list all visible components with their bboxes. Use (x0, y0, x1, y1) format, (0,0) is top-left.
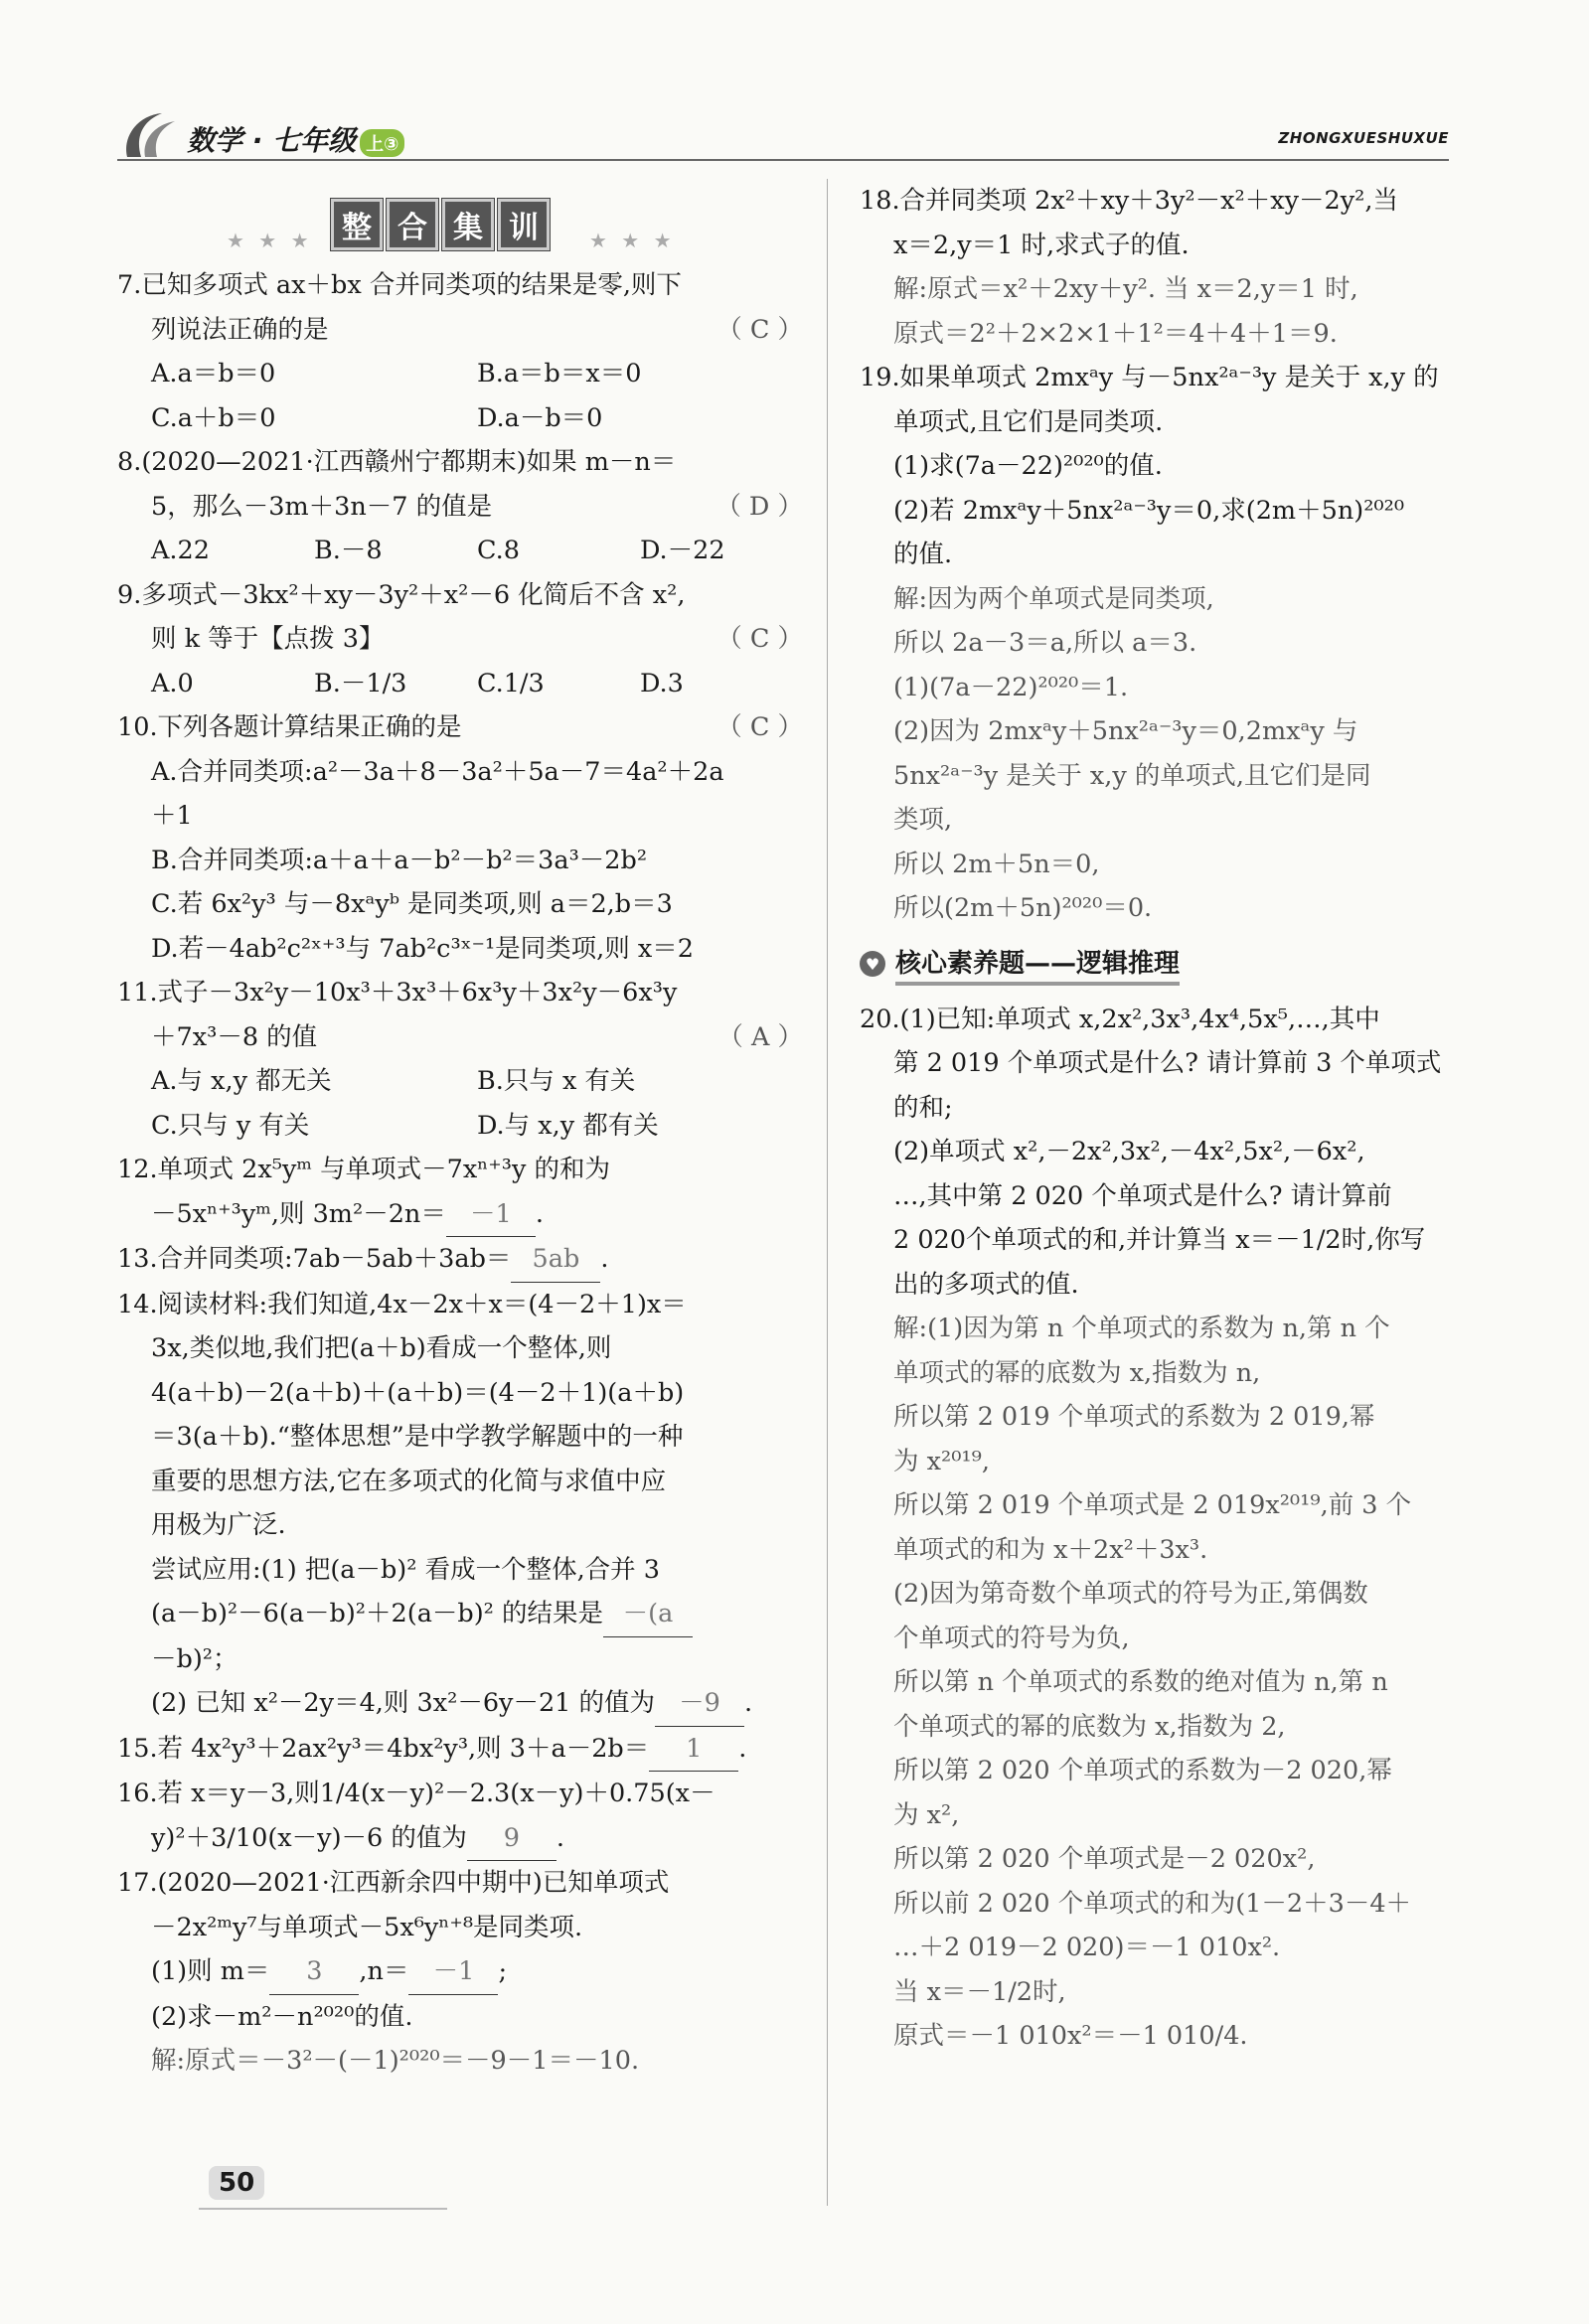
line-text: D.若－4ab²c²ˣ⁺³与 7ab²c³ˣ⁻¹是同类项,则 x＝2 (151, 933, 694, 964)
line-text: 17.(2020—2021·江西新余四中期中)已知单项式 (117, 1868, 670, 1898)
question-line (860, 1041, 1540, 1086)
choice-answer: （ D ） (715, 491, 803, 522)
question-line (117, 617, 803, 662)
banner-stars-right: ★ ★ ★ (589, 229, 676, 252)
option: D.3 (640, 668, 684, 698)
option: B.a＝b＝x＝0 (477, 359, 642, 388)
line-text: 所以 2a－3＝a,所以 a＝3. (893, 628, 1197, 658)
solution-line (860, 666, 1540, 710)
answer-blank: －9 (655, 1681, 744, 1727)
question-line (860, 356, 1540, 400)
line-text: 14.阅读材料:我们知道,4x－2x＋x＝(4－2＋1)x＝ (117, 1289, 687, 1319)
question-line (117, 1772, 803, 1816)
line-text: 15.若 4x²y³＋2ax²y³＝4bx²y³,则 3＋a－2b＝ (117, 1733, 650, 1764)
line-text: 所以第 2 020 个单项式是－2 020x², (893, 1844, 1316, 1874)
option: B.－8 (314, 536, 383, 565)
line-text: 类项, (893, 805, 953, 835)
answer-blank: 3 (269, 1949, 359, 1995)
option: D.a－b＝0 (477, 402, 603, 433)
option: B.－1/3 (314, 668, 407, 698)
solution-line (860, 1440, 1540, 1484)
solution-line (860, 1617, 1540, 1661)
question-line (117, 1460, 803, 1504)
line-text: 当 x＝－1/2时, (893, 1976, 1066, 2007)
page-number: 50 (209, 2166, 264, 2200)
header-rule (117, 159, 1449, 161)
option-row (117, 662, 803, 706)
option: C.8 (477, 536, 520, 565)
line-text: (a－b)²－6(a－b)²＋2(a－b)² 的结果是 (151, 1599, 603, 1628)
line-text: (1)(7a－22)²⁰²⁰＝1. (893, 672, 1129, 702)
line-text: . (535, 1198, 544, 1229)
line-text: (2)因为 2mxᵃy＋5nx²ᵃ⁻³y＝0,2mxᵃy 与 (893, 716, 1358, 746)
line-text: －b)²； (151, 1643, 238, 1674)
line-text: ; (498, 1956, 508, 1986)
line-text: (1)则 m＝ (151, 1956, 270, 1986)
line-text: 重要的思想方法,它在多项式的化简与求值中应 (151, 1466, 667, 1496)
line-text: 7.已知多项式 ax＋bx 合并同类项的结果是零,则下 (117, 270, 682, 300)
section-title: 核心素养题——逻辑推理 (895, 943, 1180, 986)
question-line (117, 1906, 803, 1950)
line-text: . (556, 1822, 564, 1853)
line-text: 原式＝－1 010x²＝－1 010/4. (893, 2021, 1248, 2051)
question-line (117, 1592, 803, 1637)
option: B.只与 x 有关 (477, 1066, 636, 1096)
question-line (117, 573, 803, 618)
solution-line (860, 843, 1540, 887)
line-text: 个单项式的符号为负, (893, 1623, 1130, 1653)
line-text: 所以第 n 个单项式的系数的绝对值为 n,第 n (893, 1667, 1388, 1697)
line-text: 13.合并同类项:7ab－5ab＋3ab＝ (117, 1244, 512, 1274)
line-text: ＋7x³－8 的值 (151, 1021, 318, 1052)
question-line (860, 1086, 1540, 1131)
question-line (117, 1861, 803, 1906)
option-row (117, 529, 803, 573)
banner-title (331, 199, 550, 250)
line-text: 所以第 2 019 个单项式是 2 019x²⁰¹⁹,前 3 个 (893, 1490, 1412, 1520)
option: A.0 (151, 668, 194, 698)
question-line (860, 224, 1540, 268)
option: A.与 x,y 都无关 (151, 1066, 332, 1096)
line-text: ＝3(a＋b).“整体思想”是中学教学解题中的一种 (151, 1422, 684, 1452)
question-line (860, 489, 1540, 534)
question-line (117, 263, 803, 308)
solution-line (860, 1483, 1540, 1528)
line-text: 3x,类似地,我们把(a＋b)看成一个整体,则 (151, 1333, 612, 1363)
solution-line (860, 886, 1540, 931)
header-pinyin: ZHONGXUESHUXUE (1278, 129, 1449, 147)
banner-stars-left: ★ ★ ★ (227, 229, 313, 252)
question-line (117, 1148, 803, 1192)
choice-answer: （ C ） (716, 712, 803, 742)
line-text: －2x²ᵐy⁷与单项式－5x⁶yⁿ⁺⁸是同类项. (151, 1912, 583, 1942)
line-text: 所以 2m＋5n＝0, (893, 849, 1100, 879)
question-line (860, 400, 1540, 445)
option-row (117, 1104, 803, 1149)
solution-line (860, 754, 1540, 799)
line-text: －5xⁿ⁺³yᵐ,则 3m²－2n＝ (151, 1198, 446, 1229)
volume-badge: 上③ (360, 129, 404, 157)
answer-blank: 5ab (511, 1237, 600, 1283)
solution-line (860, 1660, 1540, 1705)
question-line (117, 308, 803, 353)
solution-line (860, 1837, 1540, 1882)
line-text: …,其中第 2 020 个单项式是什么? 请计算前 (893, 1180, 1392, 1211)
solution-line (860, 709, 1540, 754)
question-line (117, 485, 803, 530)
line-text: 18.合并同类项 2x²＋xy＋3y²－x²＋xy－2y²,当 (860, 186, 1398, 216)
line-text: 所以前 2 020 个单项式的和为(1－2＋3－4＋ (893, 1888, 1412, 1919)
line-text: 10.下列各题计算结果正确的是 (117, 712, 462, 742)
solution-line (860, 1395, 1540, 1440)
line-text: 12.单项式 2x⁵yᵐ 与单项式－7xⁿ⁺³y 的和为 (117, 1155, 610, 1184)
line-text: A.合并同类项:a²－3a＋8－3a²＋5a－7＝4a²＋2a (151, 756, 724, 787)
question-line (860, 444, 1540, 489)
solution-line (860, 1351, 1540, 1396)
question-line (117, 839, 803, 883)
question-line (117, 971, 803, 1015)
question-line (117, 1503, 803, 1548)
solution-line (860, 1572, 1540, 1617)
page-header (117, 107, 1449, 167)
banner-char: 合 (387, 199, 438, 250)
solution-line (860, 1307, 1540, 1351)
line-text: 单项式,且它们是同类项. (893, 406, 1164, 437)
solution-line (860, 1705, 1540, 1750)
question-line (117, 1192, 803, 1238)
option: C.1/3 (477, 668, 545, 698)
line-text: 单项式的和为 x＋2x²＋3x³. (893, 1534, 1208, 1565)
line-text: 为 x²⁰¹⁹, (893, 1446, 990, 1476)
banner-char: 训 (498, 199, 550, 250)
question-line (117, 1237, 803, 1283)
column-divider (827, 179, 828, 2206)
solution-line (860, 312, 1540, 357)
line-text: 所以第 2 019 个单项式的系数为 2 019,幂 (893, 1402, 1375, 1432)
solution-line (860, 577, 1540, 622)
choice-answer: （ C ） (716, 314, 803, 345)
line-text: B.合并同类项:a＋a＋a－b²－b²＝3a³－2b² (151, 845, 648, 875)
line-text: 5nx²ᵃ⁻³y 是关于 x,y 的单项式,且它们是同 (893, 760, 1371, 791)
left-column (117, 189, 803, 2084)
option: D.－22 (640, 536, 725, 565)
right-column (860, 179, 1540, 2059)
line-text: 20.(1)已知:单项式 x,2x²,3x³,4x⁴,5x⁵,…,其中 (860, 1004, 1380, 1034)
line-text: 8.(2020—2021·江西赣州宁都期末)如果 m－n＝ (117, 447, 677, 477)
question-line (117, 927, 803, 972)
line-text: 9.多项式－3kx²＋xy－3y²＋x²－6 化简后不含 x², (117, 579, 686, 610)
line-text: . (738, 1733, 747, 1764)
line-text: 5，那么－3m＋3n－7 的值是 (151, 491, 493, 522)
question-line (117, 882, 803, 927)
line-text: (2)因为第奇数个单项式的符号为正,第偶数 (893, 1579, 1368, 1609)
line-text: 为 x², (893, 1799, 960, 1830)
question-line (117, 1548, 803, 1593)
question-line (117, 1326, 803, 1371)
question-line (117, 750, 803, 795)
choice-answer: （ A ） (717, 1021, 803, 1052)
section-heading (860, 937, 1540, 992)
banner-char: 集 (442, 199, 494, 250)
line-text: 列说法正确的是 (151, 314, 329, 345)
solution-line (860, 2014, 1540, 2059)
line-text: y)²＋3/10(x－y)－6 的值为 (151, 1822, 467, 1853)
question-line (860, 1218, 1540, 1263)
line-text: 用极为广泛. (151, 1510, 286, 1540)
line-text: 解:(1)因为第 n 个单项式的系数为 n,第 n 个 (893, 1314, 1390, 1343)
option: C.a＋b＝0 (151, 402, 276, 433)
option: A.22 (151, 536, 210, 565)
line-text: 所以第 2 020 个单项式的系数为－2 020,幂 (893, 1756, 1392, 1785)
solution-line (860, 798, 1540, 843)
answer-blank: 1 (649, 1727, 738, 1773)
question-line (860, 179, 1540, 224)
line-text: . (600, 1244, 609, 1274)
solution-line (860, 1926, 1540, 1970)
option: A.a＝b＝0 (151, 359, 276, 388)
left-questions (117, 263, 803, 2084)
question-line (117, 1283, 803, 1327)
book-title: 数学 · 七年级 上③ (187, 119, 404, 159)
option: C.只与 y 有关 (151, 1110, 310, 1141)
line-text: 个单项式的幂的底数为 x,指数为 2, (893, 1711, 1286, 1742)
question-line (117, 1816, 803, 1862)
solution-line (860, 1882, 1540, 1927)
option-row (117, 352, 803, 396)
question-line (117, 1727, 803, 1773)
choice-answer: （ C ） (716, 624, 803, 654)
line-text: (1)求(7a－22)²⁰²⁰的值. (893, 451, 1163, 481)
heart-icon: ♥ (860, 951, 885, 977)
line-text: 的和; (893, 1092, 953, 1123)
question-line (117, 1415, 803, 1460)
line-text: 第 2 019 个单项式是什么? 请计算前 3 个单项式 (893, 1048, 1442, 1078)
line-text: 11.式子－3x²y－10x³＋3x³＋6x³y＋3x²y－6x³y (117, 978, 678, 1007)
solution-line (860, 1970, 1540, 2015)
solution-line (860, 267, 1540, 312)
section-banner (117, 189, 803, 263)
line-text: 解:因为两个单项式是同类项, (893, 583, 1214, 614)
option-row (117, 396, 803, 441)
line-text: 出的多项式的值. (893, 1269, 1079, 1300)
line-text: 16.若 x＝y－3,则1/4(x－y)²－2.3(x－y)＋0.75(x－ (117, 1779, 715, 1808)
line-text: (2) 已知 x²－2y＝4,则 3x²－6y－21 的值为 (151, 1688, 656, 1718)
question-line (117, 440, 803, 485)
solution-line (860, 1528, 1540, 1573)
answer-blank: －1 (408, 1949, 498, 1995)
question-line (860, 533, 1540, 577)
question-line (117, 1995, 803, 2040)
banner-char: 整 (331, 199, 383, 250)
right-questions (860, 179, 1540, 2059)
line-text: 解:原式＝－3²－(－1)²⁰²⁰＝－9－1＝－10. (151, 2046, 640, 2076)
answer-blank: －1 (446, 1192, 536, 1238)
line-text: 4(a＋b)－2(a＋b)＋(a＋b)＝(4－2＋1)(a＋b) (151, 1377, 685, 1408)
answer-blank: 9 (467, 1816, 556, 1862)
option: D.与 x,y 都有关 (477, 1110, 659, 1141)
line-text: 解:原式＝x²＋2xy＋y². 当 x＝2,y＝1 时, (893, 274, 1358, 304)
question-line (117, 1371, 803, 1416)
question-line (117, 1949, 803, 1995)
line-text: 的值. (893, 540, 953, 569)
line-text: C.若 6x²y³ 与－8xᵃyᵇ 是同类项,则 a＝2,b＝3 (151, 889, 673, 919)
line-text: 2 020个单项式的和,并计算当 x＝－1/2时,你写 (893, 1225, 1426, 1255)
line-text: (2)求－m²－n²⁰²⁰的值. (151, 2001, 413, 2032)
line-text: 所以(2m＋5n)²⁰²⁰＝0. (893, 893, 1153, 923)
question-line (860, 1263, 1540, 1308)
swoosh-logo-icon (117, 107, 187, 167)
option-row (117, 1059, 803, 1104)
question-line (860, 998, 1540, 1042)
solution-line (860, 1793, 1540, 1838)
solution-line (117, 2039, 803, 2084)
line-text: 19.如果单项式 2mxᵃy 与－5nx²ᵃ⁻³y 是关于 x,y 的 (860, 363, 1439, 392)
line-text: …＋2 019－2 020)＝－1 010x². (893, 1933, 1281, 1962)
line-text: 单项式的幂的底数为 x,指数为 n, (893, 1357, 1261, 1388)
solution-line (860, 621, 1540, 666)
line-text: 则 k 等于【点拨 3】 (151, 624, 385, 654)
line-text: (2)若 2mxᵃy＋5nx²ᵃ⁻³y＝0,求(2m＋5n)²⁰²⁰ (893, 495, 1405, 526)
line-text: 原式＝2²＋2×2×1＋1²＝4＋4＋1＝9. (893, 318, 1338, 349)
line-text: 尝试应用:(1) 把(a－b)² 看成一个整体,合并 3 (151, 1554, 661, 1585)
line-text: ,n＝ (359, 1956, 409, 1986)
solution-line (860, 1749, 1540, 1793)
question-line (117, 705, 803, 750)
line-text: ＋1 (151, 801, 193, 831)
answer-blank: －(a (603, 1592, 693, 1637)
line-text: (2)单项式 x²,－2x²,3x²,－4x²,5x²,－6x², (893, 1137, 1365, 1166)
question-line (117, 1681, 803, 1727)
line-text: . (744, 1688, 753, 1718)
footer-rule (199, 2208, 447, 2210)
question-line (860, 1174, 1540, 1219)
question-line (860, 1130, 1540, 1174)
line-text: x＝2,y＝1 时,求式子的值. (893, 230, 1190, 260)
question-line (117, 1015, 803, 1060)
question-line (117, 794, 803, 839)
question-line (117, 1637, 803, 1682)
